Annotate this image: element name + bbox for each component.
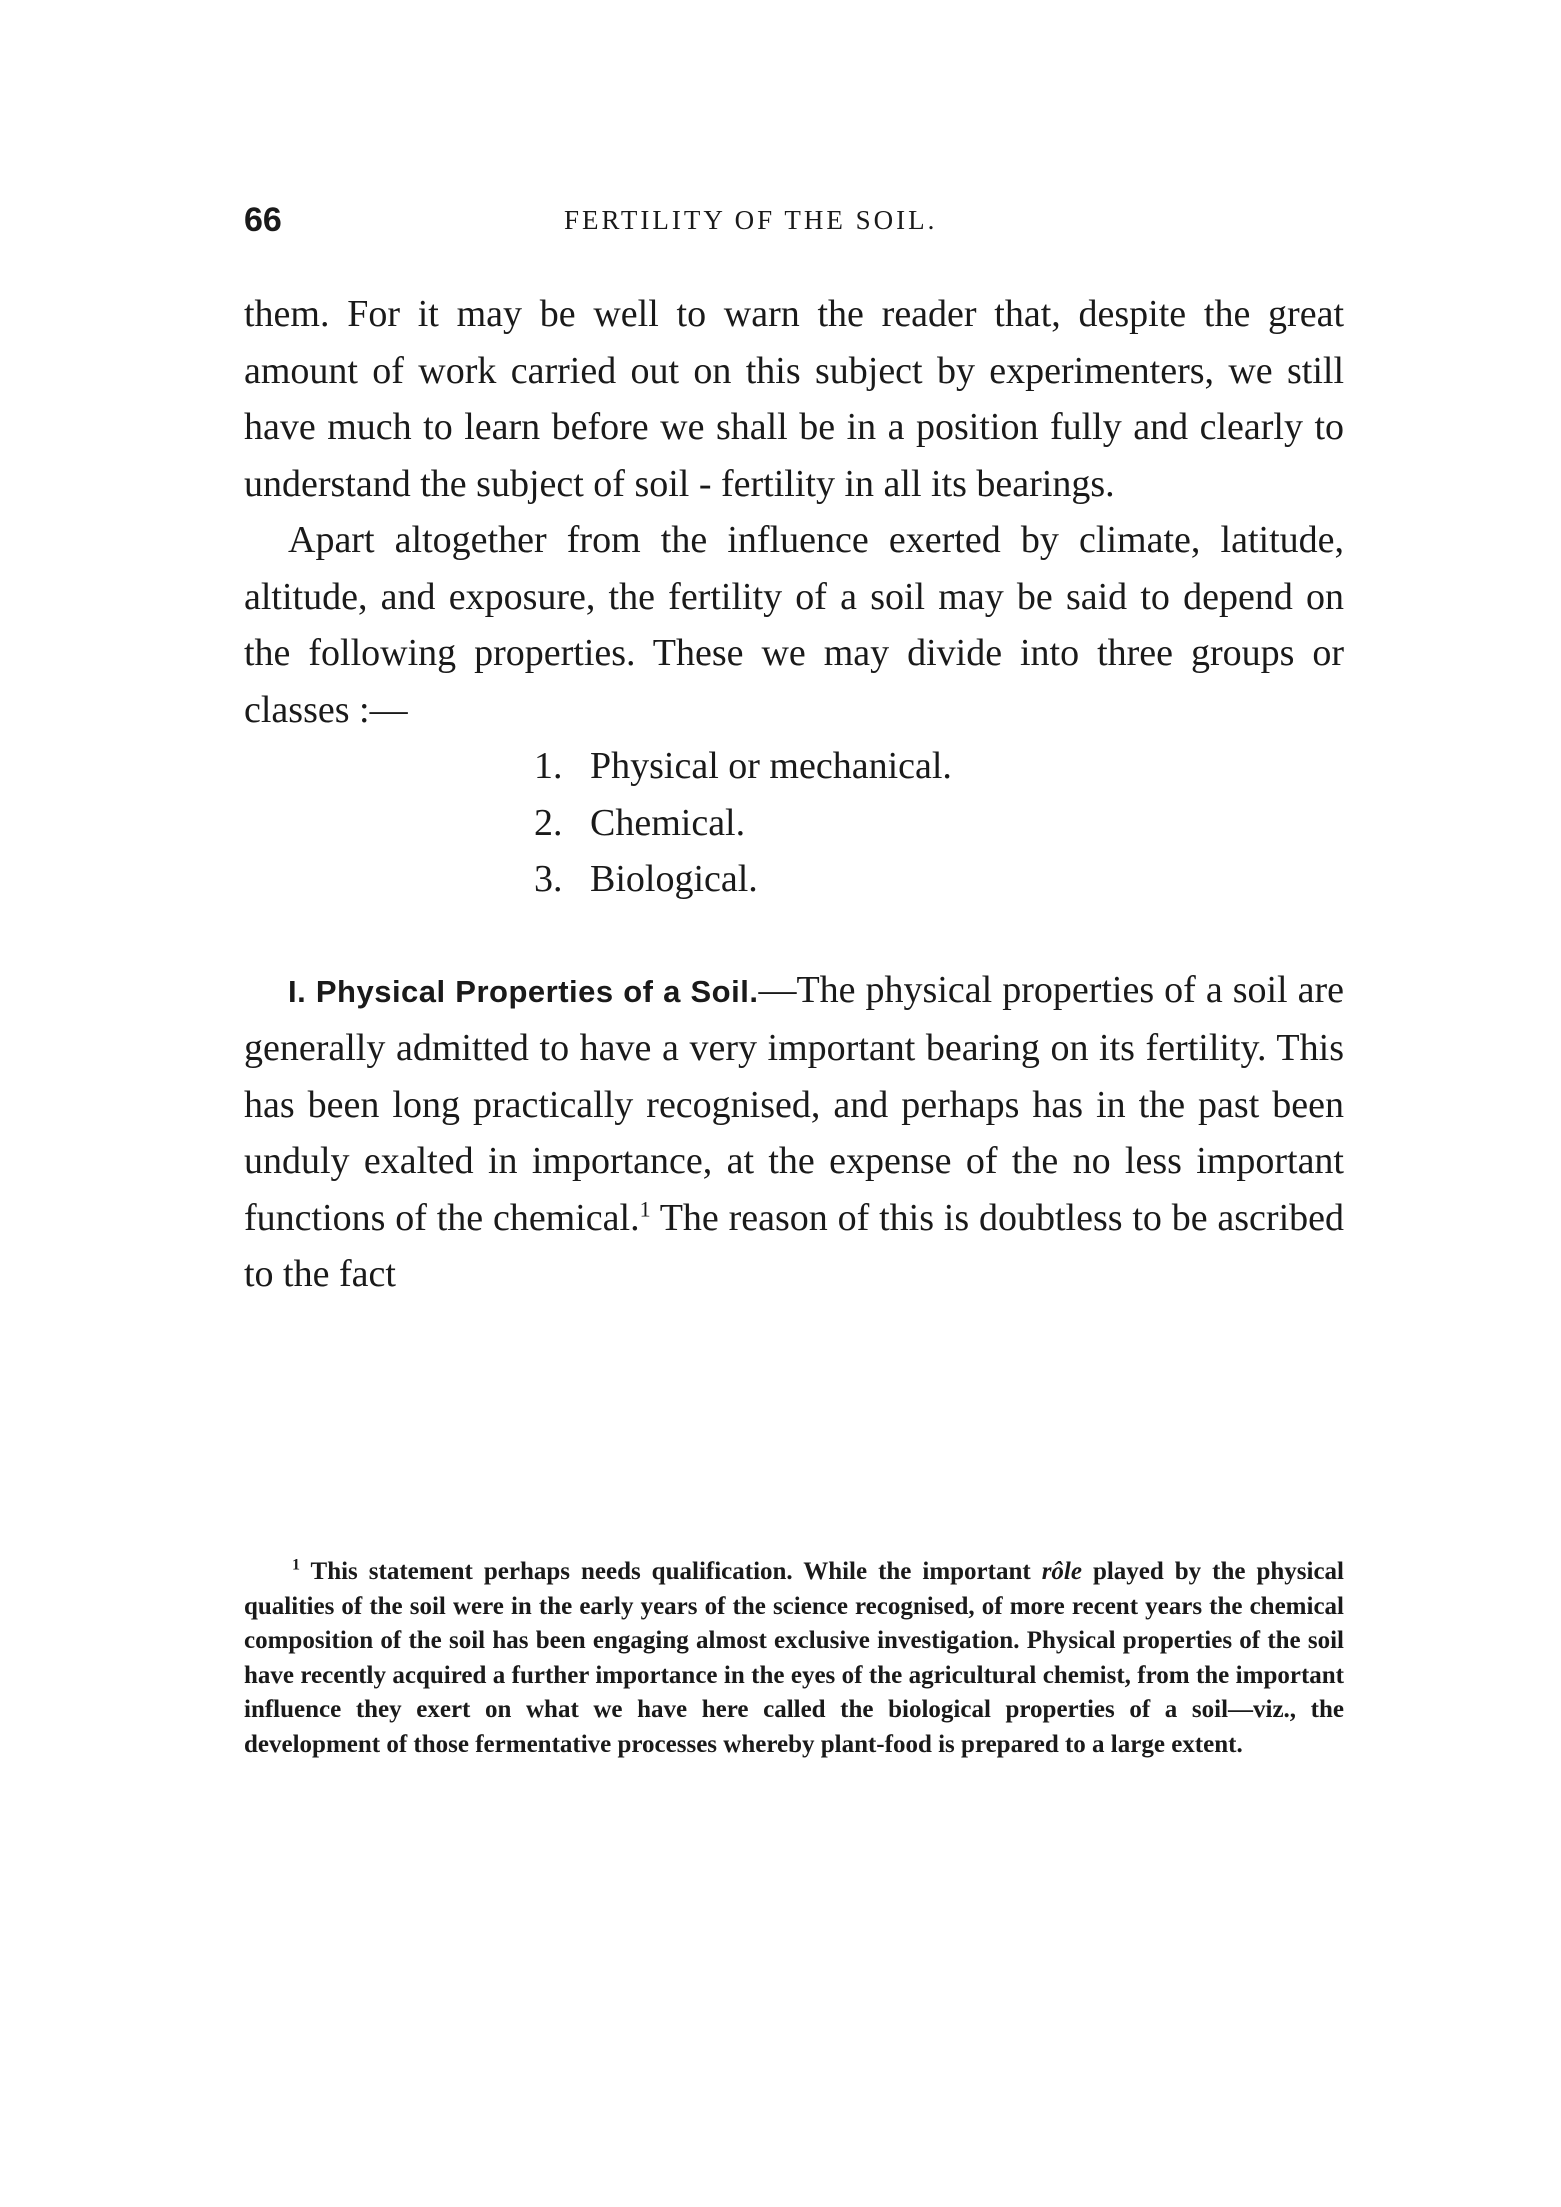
running-title: FERTILITY OF THE SOIL. (564, 205, 938, 235)
list-item-number: 3. (534, 858, 563, 900)
section-text: —The physical properties of a soil are generally admitted to have a very important bearing on its fertility. This has been long practically recognised, and perhaps has in the past been unduly exalted in importance, at the expense of the no less important functions of the chemical. (244, 968, 1344, 1239)
paragraph-properties: Apart altogether from the influence exerted by climate, latitude, altitude, and exposure, the fertility of a soil may be said to depend on the following properties. These we may divide into three groups or classes :— (244, 519, 1344, 731)
page-header (244, 200, 1344, 240)
list-item-label: Chemical. (590, 801, 746, 844)
section-text-continued: The reason of this is doubtless to be ascribed to the fact (244, 1196, 1344, 1295)
footnote-italic-word: rôle (1041, 1558, 1082, 1585)
footnote-reference[interactable]: 1 (639, 1195, 651, 1221)
list-item-number: 1. (534, 745, 563, 787)
paragraph-continued: them. For it may be well to warn the reader that, despite the great amount of work carried out on this subject by experimenters, we still have much to learn before we shall be in a position fully and clearly to understand the subject of soil - fertility in all its bearings. (244, 293, 1344, 505)
footnote (244, 1555, 1344, 1763)
section-heading: I. Physical Properties of a Soil. (288, 973, 759, 1009)
list-item (534, 738, 1344, 795)
footnote-marker: 1 (292, 1556, 300, 1574)
page-number: 66 (244, 201, 282, 239)
footnote-paragraph (244, 1555, 1344, 1763)
property-classes-list (244, 738, 1344, 908)
body-text (244, 286, 1344, 1303)
list-item (534, 795, 1344, 852)
list-item-label: Physical or mechanical. (590, 745, 952, 787)
list-item-label: Biological. (590, 858, 758, 900)
footnote-text-continued: played by the physical qualities of the soil were in the early years of the science recognised, of more recent years the chemical composition of the soil has been engaging almost exclusive investigation. Physical properties of the soil have recently acquired a further importance in the eyes of the agricultural chemist, from the important influence they exert on what we have here called the biological properties of a soil—viz., the development of those fermentative processes whereby plant-food is prepared to a large extent. (244, 1558, 1344, 1758)
list-item (534, 851, 1344, 908)
list-item-number: 2. (534, 801, 563, 844)
section-physical-properties (244, 962, 1344, 1303)
footnote-text: This statement perhaps needs qualification. While the important (300, 1558, 1042, 1585)
